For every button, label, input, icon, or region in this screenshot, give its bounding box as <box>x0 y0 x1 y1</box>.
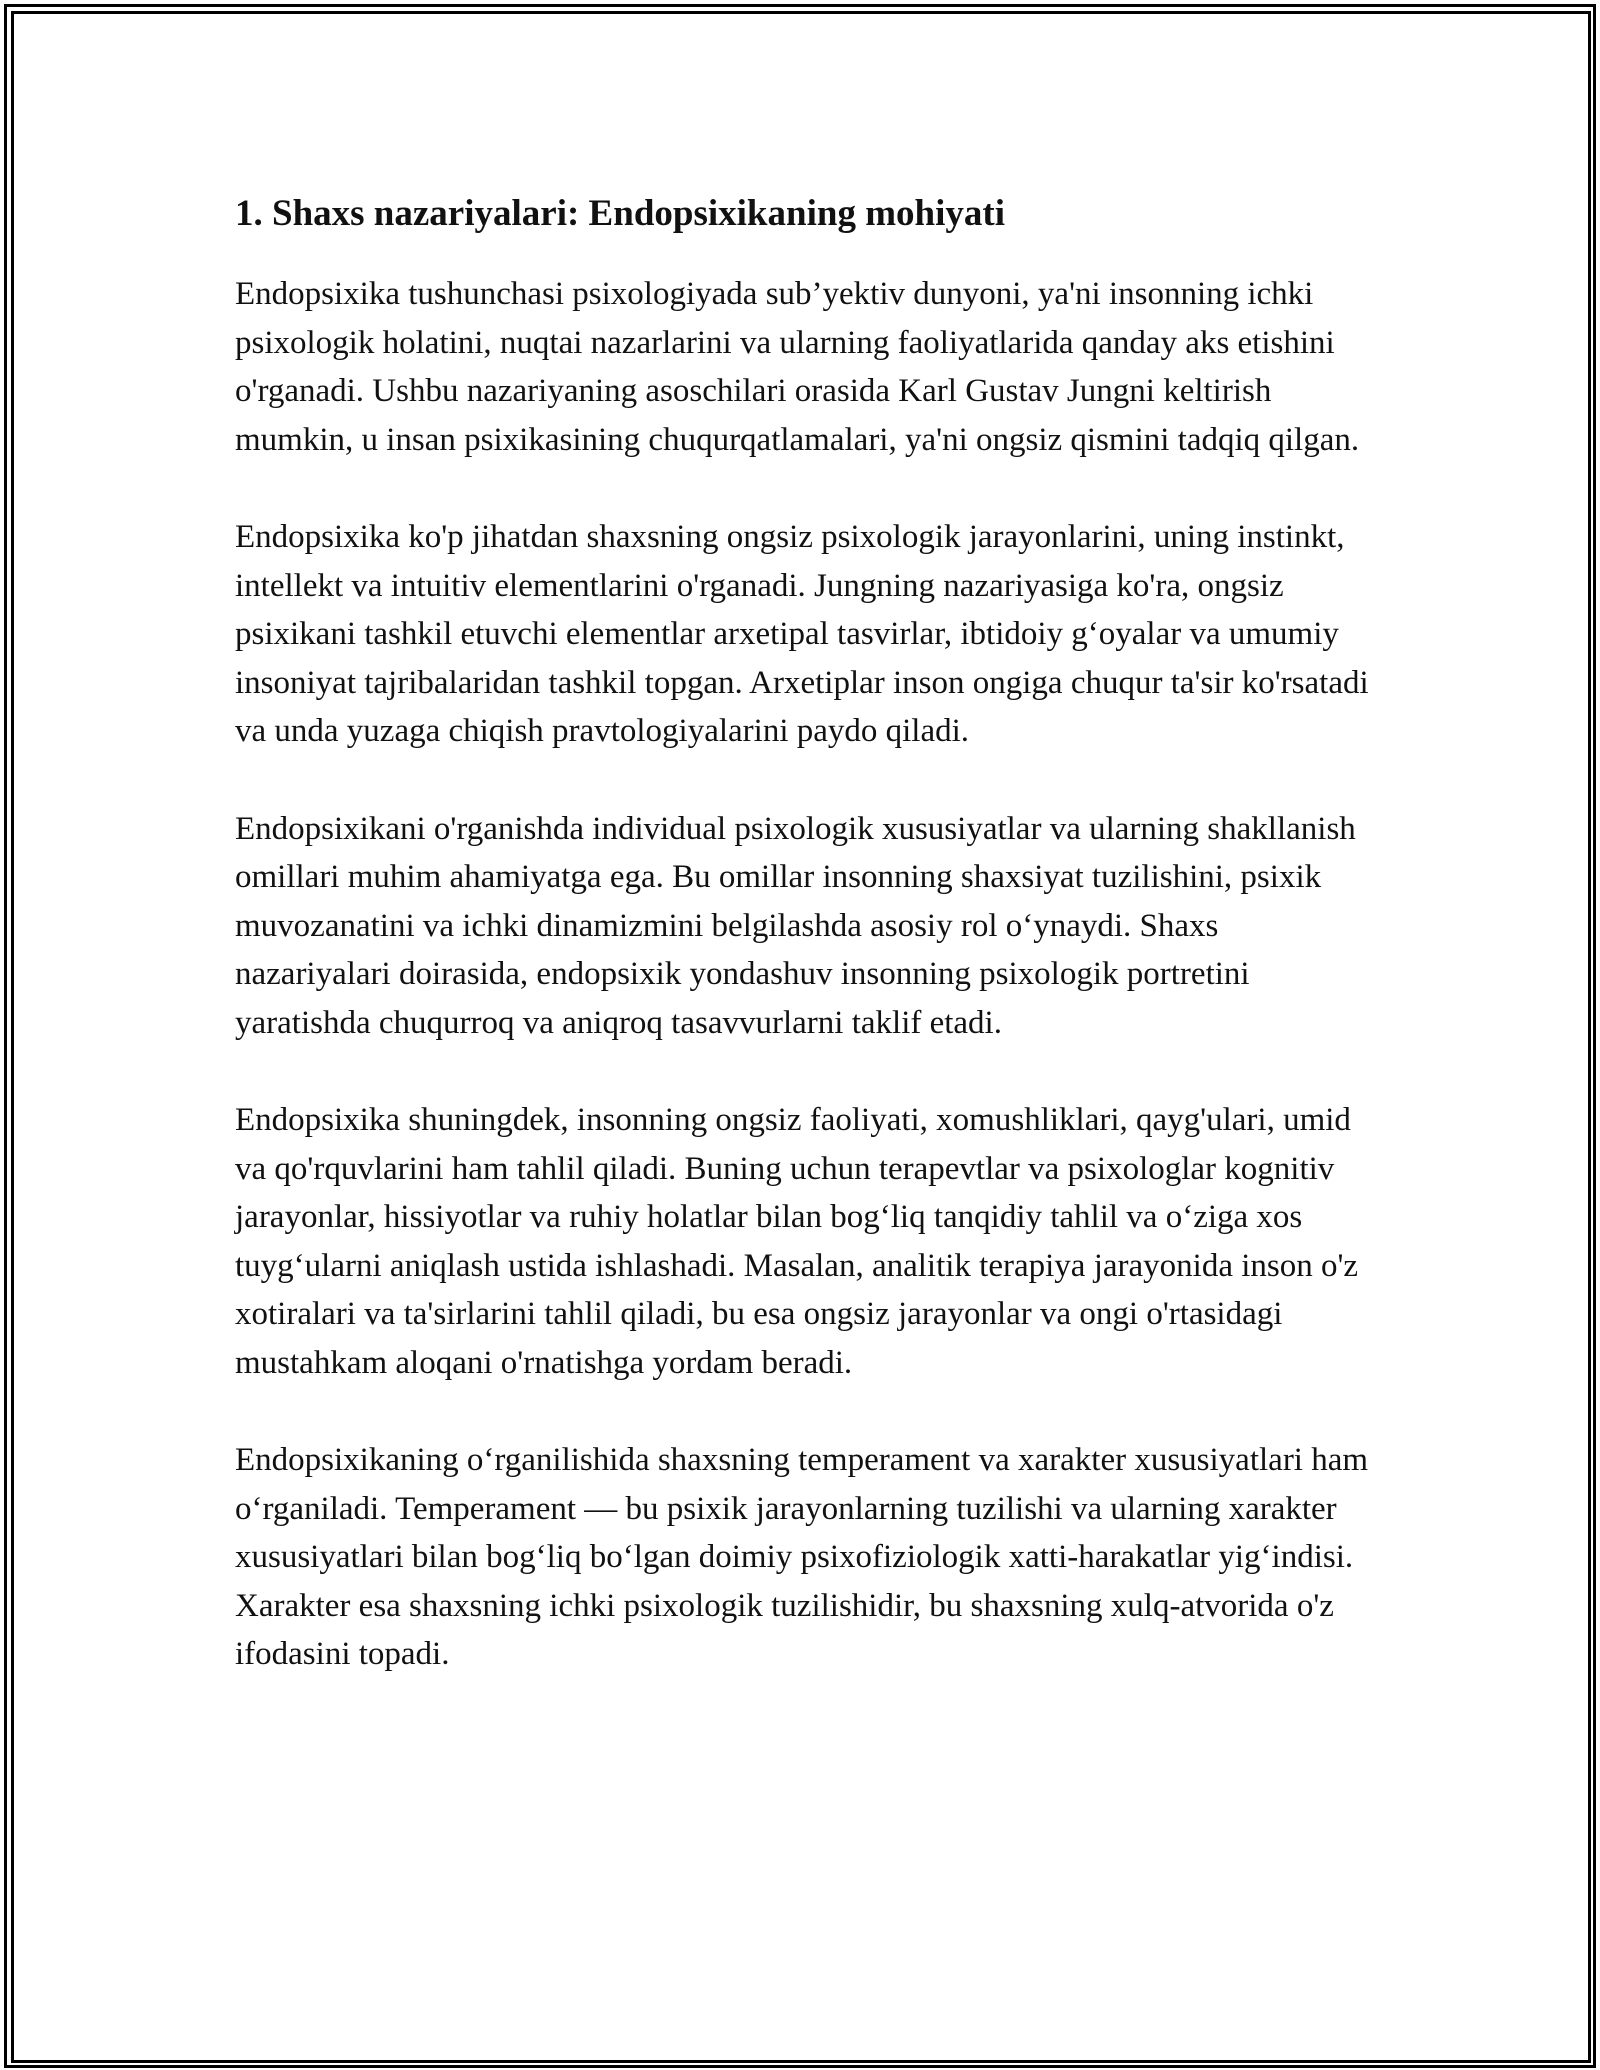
paragraph-4: Endopsixika shuningdek, insonning ongsiz faoliyati, xomushliklari, qayg'ulari, umid va qo'rquvlarini ham tahlil qiladi. Buning uchun terapevtlar va psixologlar kognitiv jarayonlar, hissiyotlar va ruhiy holatlar bilan bog‘liq tanqidiy tahlil va o‘ziga xos tuyg‘ularni aniqlash ustida ishlashadi. Masalan, analitik terapiya jarayonida inson o'z xotiralari va ta'sirlarini tahlil qiladi, bu esa ongsiz jarayonlar va ongi o'rtasidagi mustahkam aloqani o'rnatishga yordam beradi. <box>235 1102 1359 1381</box>
document-body <box>235 186 1370 1728</box>
page-title: 1. Shaxs nazariyalari: Endopsixikaning mohiyati <box>235 193 1005 234</box>
paragraph-3: Endopsixikani o'rganishda individual psixologik xususiyatlar va ularning shakllanish omillari muhim ahamiyatga ega. Bu omillar insonning shaxsiyat tuzilishini, psixik muvozanatini va ichki dinamizmini belgilashda asosiy rol o‘ynaydi. Shaxs nazariyalari doirasida, endopsixik yondashuv insonning psixologik portretini yaratishda chuqurroq va aniqroq tasavvurlarni taklif etadi. <box>235 810 1356 1041</box>
paragraph-5: Endopsixikaning o‘rganilishida shaxsning temperament va xarakter xususiyatlari ham o‘rganiladi. Temperament — bu psixik jarayonlarning tuzilishi va ularning xarakter xususiyatlari bilan bog‘liq bo‘lgan doimiy psixofiziologik xatti-harakatlar yig‘indisi. Xarakter esa shaxsning ichki psixologik tuzilishidir, bu shaxsning xulq-atvorida o'z ifodasini topadi. <box>235 1442 1369 1672</box>
paragraph-1: Endopsixika tushunchasi psixologiyada sub’yektiv dunyoni, ya'ni insonning ichki psixologik holatini, nuqtai nazarlarini va ularning faoliyatlarida qanday aks etishini o'rganadi. Ushbu nazariyaning asoschilari orasida Karl Gustav Jungni keltirish mumkin, u insan psixikasining chuqurqatlamalari, ya'ni ongsiz qismini tadqiq qilgan. <box>235 276 1360 458</box>
paragraph-2: Endopsixika ko'p jihatdan shaxsning ongsiz psixologik jarayonlarini, uning instinkt, intellekt va intuitiv elementlarini o'rganadi. Jungning nazariyasiga ko'ra, ongsiz psixikani tashkil etuvchi elementlar arxetipal tasvirlar, ibtidoiy g‘oyalar va umumiy insoniyat tajribalaridan tashkil topgan. Arxetiplar inson ongiga chuqur ta'sir ko'rsatadi va unda yuzaga chiqish pravtologiyalarini paydo qiladi. <box>235 519 1369 749</box>
